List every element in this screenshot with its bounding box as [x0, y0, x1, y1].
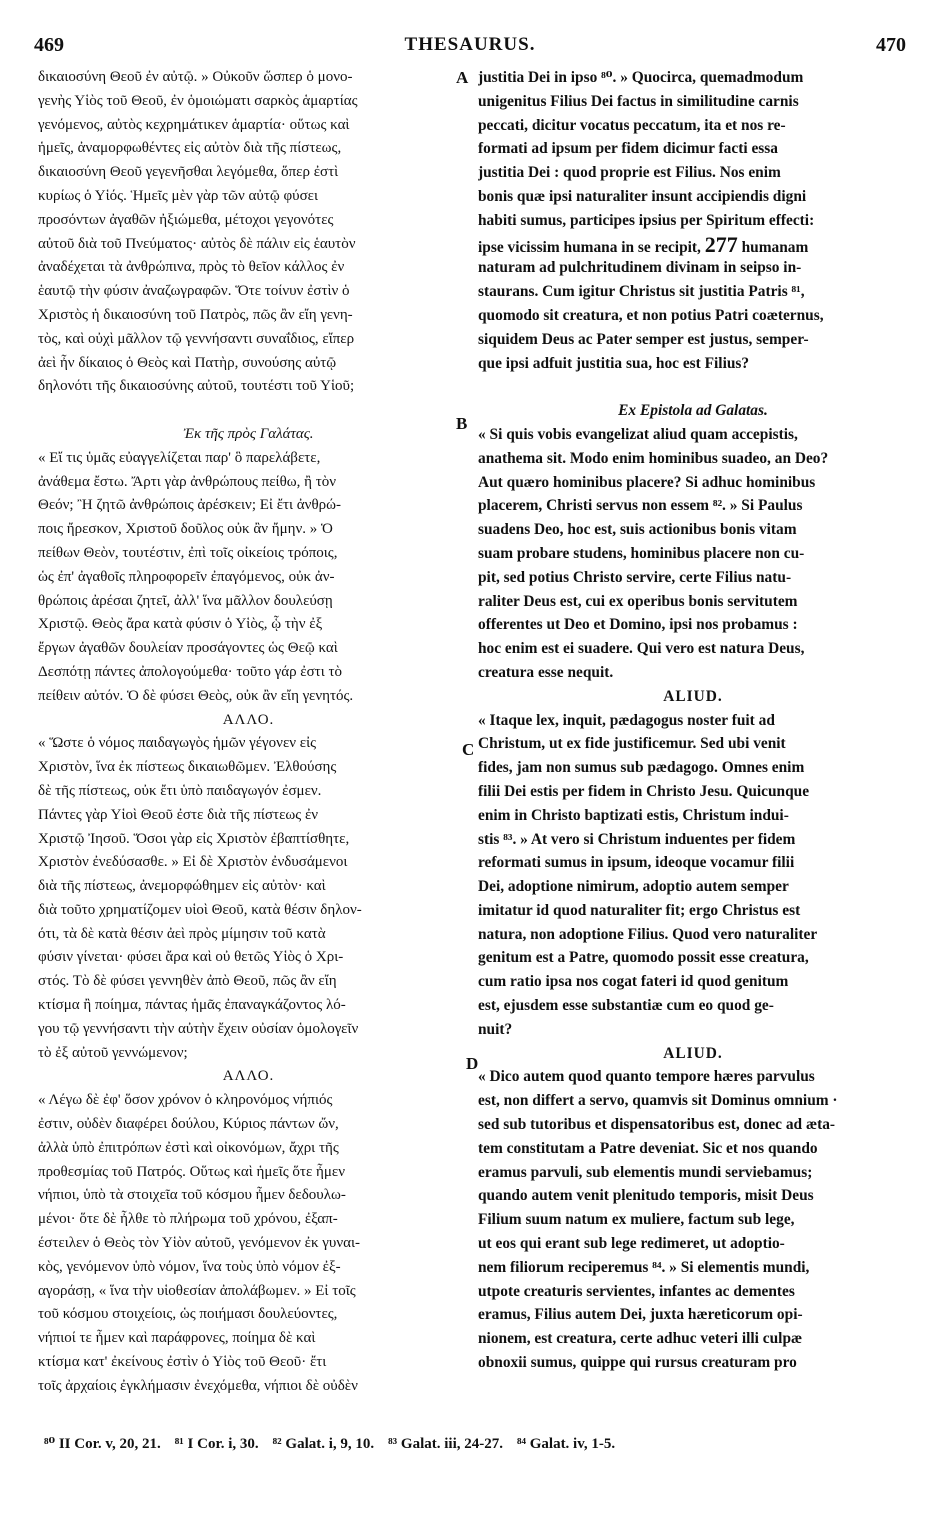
text-line: formati ad ipsum per fidem dicimur facti essa [478, 140, 778, 158]
text-line: ἀναδέχεται τὰ ἀνθρώπινα, πρὸς τὸ θεῖον κάλλος ἐν [38, 259, 345, 276]
text-line: κὸς, γενόμενον ὑπὸ νόμον, ἵνα τοὺς ὑπὸ νόμον ἐξ- [38, 1258, 341, 1275]
text-line: est, ejusdem esse substantiæ cum eo quod ge- [478, 997, 774, 1015]
text-line: δηλονότι τῆς δικαιοσύνης αὐτοῦ, τουτέστι τοῦ Υἱοῦ; [38, 378, 355, 395]
text-line: Χριστῷ Ἰησοῦ. Ὅσοι γὰρ εἰς Χριστὸν ἐβαπτίσθητε, [38, 830, 350, 847]
text-line: sed sub tutoribus et dispensatoribus est, donec ad æta- [478, 1116, 836, 1134]
text-line: μένοι· ὅτε δὲ ἦλθε τὸ πλήρωμα τοῦ χρόνου, ἐξαπ- [38, 1211, 338, 1228]
section-marker-b: B [456, 414, 468, 433]
text-line: siquidem Deus ac Pater semper est justus, semper- [478, 330, 809, 348]
section-heading: Ἐκ τῆς πρὸς Γαλάτας. [183, 425, 314, 442]
text-line: ὡς ἐπ' ἀγαθοῖς πληροφορεῖν ἐπαγόμενος, οὐκ ἀν- [38, 568, 335, 585]
text-line: nionem, est creatura, certe adhuc veteri illi culpæ [478, 1330, 803, 1348]
text-line: προθεσμίας τοῦ Πατρός. Οὕτως καὶ ἡμεῖς ὅτε ἦμεν [38, 1163, 345, 1180]
text-line: est, non differt a servo, quamvis sit Dominus omnium · [478, 1092, 838, 1110]
text-line: ποις ἤρεσκον, Χριστοῦ δοῦλος οὐκ ἂν ἤμην. » Ὁ [38, 521, 333, 538]
text-line: ότι, τὰ δὲ κατὰ θέσιν ἀεὶ πρὸς μίμησιν τοῦ κατὰ [38, 925, 326, 942]
section-heading: ΑΛΛΟ. [222, 1068, 275, 1085]
text-line: stis ⁸³. » At vero si Christum induentes per fidem [478, 830, 796, 848]
text-line: δὲ τῆς πίστεως, οὐκ ἔτι ὑπὸ παιδαγωγόν ἐσμεν. [38, 782, 322, 799]
text-line: suadens Deo, hoc est, suis actionibus bonis vitam [478, 521, 797, 539]
text-line: ἀλλὰ ὑπὸ ἐπιτρόπων ἐστὶ καὶ οἰκονόμων, ἄχρι τῆς [38, 1139, 339, 1156]
text-line: νήπιοί τε ἦμεν καὶ παράφρονες, ποίημα δὲ καὶ [38, 1330, 316, 1347]
text-line: pit, sed potius Christo servire, certe Filius natu- [478, 568, 792, 586]
text-line: raliter Deus est, cui ex operibus bonis servitutem [478, 592, 798, 610]
text-line: « Dico autem quod quanto tempore hæres parvulus [478, 1068, 815, 1086]
text-line: tem constitutam a Patre deveniat. Sic et nos quando [478, 1139, 818, 1157]
text-line: γενὴς Υἱὸς τοῦ Θεοῦ, ἐν ὁμοιώματι σαρκὸς ἁμαρτίας [38, 92, 358, 109]
text-line: αὐτοῦ διὰ τοῦ Πνεύματος· αὐτὸς δὲ πάλιν εἰς ἑαυτὸν [38, 235, 356, 252]
text-line: que ipsi adfuit justitia sua, hoc est Filius? [478, 354, 750, 372]
text-line: genitum est a Patre, quomodo possit esse creatura, [478, 949, 809, 967]
text-line: nem filiorum reciperemus ⁸⁴. » Si elementis mundi, [478, 1258, 810, 1276]
text-line: utpote creaturis servientes, infantes ac dementes [478, 1282, 795, 1300]
text-line: πείθειν αὐτόν. Ὁ δὲ φύσει Θεὸς, οὐκ ἂν εἴη γενητός. [38, 687, 354, 704]
text-line: δικαιοσύνη Θεοῦ γεγενῆσθαι λεγόμεθα, ὅπερ ἐστὶ [38, 164, 339, 181]
text-line: nuit? [478, 1020, 513, 1038]
text-line: Δεσπότῃ πάντες ἀπολογούμεθα· τοῦτο γάρ ἐστι τὸ [38, 663, 343, 680]
footnote: ⁸¹ I Cor. i, 30. [174, 1436, 259, 1452]
text-line: filii Dei estis per fidem in Christo Jesu. Quicunque [478, 782, 810, 800]
greek-column [38, 66, 459, 1399]
footnote: ⁸⁴ Galat. iv, 1-5. [516, 1436, 616, 1452]
text-line: γου τῷ γεννήσαντι τὴν αὐτὴν ἔχειν οὐσίαν ὁμολογεῖν [38, 1020, 359, 1037]
text-line: « Itaque lex, inquit, pædagogus noster fuit ad [478, 711, 775, 729]
text-line: ut eos qui erant sub lege redimeret, ut adoptio- [478, 1235, 785, 1253]
text-line: reformati sumus in ipsum, ideoque vocamur filii [478, 854, 795, 872]
text-line: justitia Dei in ipso ⁸⁰. » Quocirca, quemadmodum [478, 69, 804, 86]
text-line: κτίσμα ἢ ποίημα, πάντας ἡμᾶς ἐπαναγκάζοντος λό- [38, 997, 346, 1014]
text-line: eramus, Filius autem Dei, juxta hæreticorum opi- [478, 1306, 803, 1324]
text-line: ἐστιν, οὐδὲν διαφέρει δούλου, Κύριος πάντων ὤν, [38, 1116, 339, 1133]
text-line: Dei, adoptione nimirum, adoptio autem semper [478, 878, 789, 896]
text-line: natura, non adoptione Filius. Quod vero naturaliter [478, 925, 818, 943]
footnote: ⁸⁰ II Cor. v, 20, 21. [44, 1436, 161, 1452]
section-marker-a: A [456, 68, 469, 87]
text-line: Πάντες γὰρ Υἱοὶ Θεοῦ ἐστε διὰ τῆς πίστεως ἐν [38, 806, 319, 823]
text-line: Χριστὸς ἡ δικαιοσύνη τοῦ Πατρὸς, πῶς ἂν εἴη γενη- [38, 306, 353, 323]
text-line: offerentes ut Deo et Domino, ipsi nos probamus : [478, 616, 798, 634]
text-line: « Λέγω δὲ ἐφ' ὅσον χρόνον ὁ κληρονόμος νήπιός [38, 1092, 333, 1109]
text-line: στός. Τὸ δὲ φύσει γεννηθὲν ἀπὸ Θεοῦ, πῶς ἂν εἴη [38, 973, 337, 990]
text-line: peccati, dicitur vocatus peccatum, ita et nos re- [478, 116, 786, 134]
section-heading: ΑΛΛΟ. [222, 711, 275, 728]
text-line: « Ὥστε ὁ νόμος παιδαγωγὸς ἡμῶν γέγονεν εἰς [38, 735, 317, 752]
text-line: έστειλεν ὁ Θεὸς τὸν Υἱὸν αὐτοῦ, γενόμενον ἐκ γυναι- [38, 1235, 361, 1252]
section-marker-d: D [466, 1054, 479, 1073]
latin-column [478, 66, 908, 1375]
text-line: διὰ τῆς πίστεως, ἀνεμορφώθημεν εἰς αὐτὸν· καὶ [38, 878, 326, 895]
text-line: quando autem venit plenitudo temporis, misit Deus [478, 1187, 814, 1205]
text-line [478, 375, 908, 399]
footnote: ⁸² Galat. i, 9, 10. [272, 1436, 375, 1452]
text-line: staurans. Cum igitur Christus sit justitia Patris ⁸¹, [478, 283, 805, 301]
footnote: ⁸³ Galat. iii, 24-27. [388, 1436, 503, 1452]
text-line: enim in Christo baptizati estis, Christum indui- [478, 806, 789, 824]
text-line: τὸς, καὶ οὐχὶ μᾶλλον τῷ γεννήσαντι συναΐδιος, εἴπερ [38, 330, 355, 347]
text-line: θρώποις ἀρέσαι ζητεῖ, ἀλλ' ἵνα μᾶλλον δουλεύσῃ [38, 592, 333, 609]
text-line: προσόντων ἀγαθῶν ἠξιώμεθα, μέτοχοι γεγονότες [38, 211, 334, 228]
text-line: ἑαυτῷ τὴν φύσιν ἀναζωγραφῶν. Ὅτε τοίνυν ἐστὶν ὁ [38, 283, 350, 300]
text-line: ἀεὶ ἦν δίκαιος ὁ Θεὸς καὶ Πατὴρ, συνούσης αὐτῷ [38, 354, 337, 371]
text-line: « Si quis vobis evangelizat aliud quam accepistis, [478, 425, 798, 443]
text-line: unigenitus Filius Dei factus in similitudine carnis [478, 92, 799, 110]
text-line: αγοράσῃ, « ἵνα τὴν υἱοθεσίαν ἀπολάβωμεν. » Εἰ τοῖς [38, 1282, 356, 1299]
text-line: Χριστὸν ἐνεδύσασθε. » Εἰ δὲ Χριστὸν ἐνδυσάμενοι [38, 854, 348, 871]
right-page-number: 470 [876, 34, 906, 56]
text-line: πείθων Θεὸν, τουτέστιν, ἐπὶ τοῖς οἰκείοις τρόποις, [38, 544, 338, 561]
text-line: Θεόν; Ἢ ζητῶ ἀνθρώποις ἀρέσκειν; Εἰ ἔτι ἀνθρώ- [38, 497, 341, 514]
text-line: fides, jam non sumus sub pædagogo. Omnes enim [478, 759, 805, 777]
text-line: habiti sumus, participes ipsius per Spiritum effecti: [478, 211, 815, 229]
text-line: naturam ad pulchritudinem divinam in seipso in- [478, 259, 802, 277]
text-line [38, 399, 459, 423]
text-line: τὸ ἐξ αὐτοῦ γεννώμενον; [38, 1044, 188, 1061]
text-line: Aut quæro hominibus placere? Si adhuc hominibus [478, 473, 816, 491]
text-line: eramus parvuli, sub elementis mundi serviebamus; [478, 1163, 813, 1181]
text-line: τοῦ κόσμου στοιχείοις, ὡς ποιήμασι δουλεύοντες, [38, 1306, 338, 1323]
text-line: bonis quæ ipsi naturaliter insunt accipiendis digni [478, 187, 807, 205]
text-line: obnoxii sumus, quippe qui rursus creaturam pro [478, 1354, 797, 1372]
text-line: φύσιν γίνεται· φύσει ἄρα καὶ οὐ θετῶς Υἱὸς ὁ Χρι- [38, 949, 344, 966]
text-line: quomodo sit creatura, et non potius Patri coæternus, [478, 306, 824, 324]
text-line: τοῖς ἀρχαίοις ἐγκλήμασιν ἐνεχόμεθα, νήπιοι δὲ οὐδὲν [38, 1377, 358, 1394]
inline-page-number: 277 [704, 232, 738, 257]
text-line: cum ratio ipsa nos cogat fateri id quod genitum [478, 973, 789, 991]
section-marker-c: C [462, 740, 475, 759]
text-line: δικαιοσύνη Θεοῦ ἐν αὐτῷ. » Οὐκοῦν ὥσπερ ὁ μονο- [38, 69, 353, 85]
section-heading: ALIUD. [663, 687, 723, 705]
text-line: ipse vicissim humana in se recipit, 277 humanam [478, 232, 809, 257]
text-line: placerem, Christi servus non essem ⁸². » Si Paulus [478, 497, 803, 515]
text-line: νήπιοι, ὑπὸ τὰ στοιχεῖα τοῦ κόσμου ἦμεν δεδουλω- [38, 1187, 346, 1204]
text-line: suam probare studens, hominibus placere non cu- [478, 544, 805, 562]
footnotes [44, 1434, 914, 1453]
text-line: anathema sit. Modo enim hominibus suadeo, an Deo? [478, 449, 829, 467]
text-line: « Εἴ τις ὑμᾶς εὐαγγελίζεται παρ' ὃ παρελάβετε, [38, 449, 321, 466]
text-line: διὰ τοῦτο χρηματίζομεν υἱοὶ Θεοῦ, κατὰ θέσιν δηλον- [38, 901, 362, 918]
text-line: Filium suum natum ex muliere, factum sub lege, [478, 1211, 795, 1229]
running-title: THESAURUS. [404, 34, 536, 55]
text-line: Χριστὸν, ἵνα ἐκ πίστεως δικαιωθῶμεν. Ἐλθούσης [38, 759, 337, 776]
text-line: hoc enim est ei suadere. Qui vero est natura Deus, [478, 640, 805, 658]
text-line: ἡμεῖς, ἀναμορφωθέντες εἰς αὐτὸν διὰ τῆς πίστεως, [38, 140, 342, 157]
text-line: Christum, ut ex fide justificemur. Sed ubi venit [478, 735, 786, 753]
text-line: creatura esse nequit. [478, 663, 614, 681]
text-line: justitia Dei : quod proprie est Filius. Nos enim [478, 164, 781, 182]
page-header [34, 34, 906, 62]
text-line: imitatur id quod naturaliter fit; ergo Christus est [478, 901, 801, 919]
section-heading: ALIUD. [663, 1044, 723, 1062]
text-line: γενόμενος, αὐτὸς κεχρημάτικεν ἁμαρτία· οὕτως καὶ [38, 116, 350, 133]
text-line: κυρίως ὁ Υἱός. Ἡμεῖς μὲν γὰρ τῶν αὐτῷ φύσει [38, 187, 318, 204]
text-line: ἀνάθεμα ἔστω. Ἄρτι γὰρ ἀνθρώπους πείθω, ἢ τὸν [38, 473, 337, 490]
text-line: ἔργων ἀγαθῶν δουλείαν προσάγοντες ὡς Θεῷ καὶ [38, 640, 338, 657]
left-page-number: 469 [34, 34, 64, 56]
section-heading: Ex Epistola ad Galatas. [618, 402, 768, 420]
text-line: Χριστῷ. Θεὸς ἄρα κατὰ φύσιν ὁ Υἱὸς, ᾧ τὴν ἐξ [38, 616, 323, 633]
text-line: κτίσμα κατ' ἐκείνους ἐστὶν ὁ Υἱὸς τοῦ Θεοῦ· ἔτι [38, 1354, 327, 1371]
